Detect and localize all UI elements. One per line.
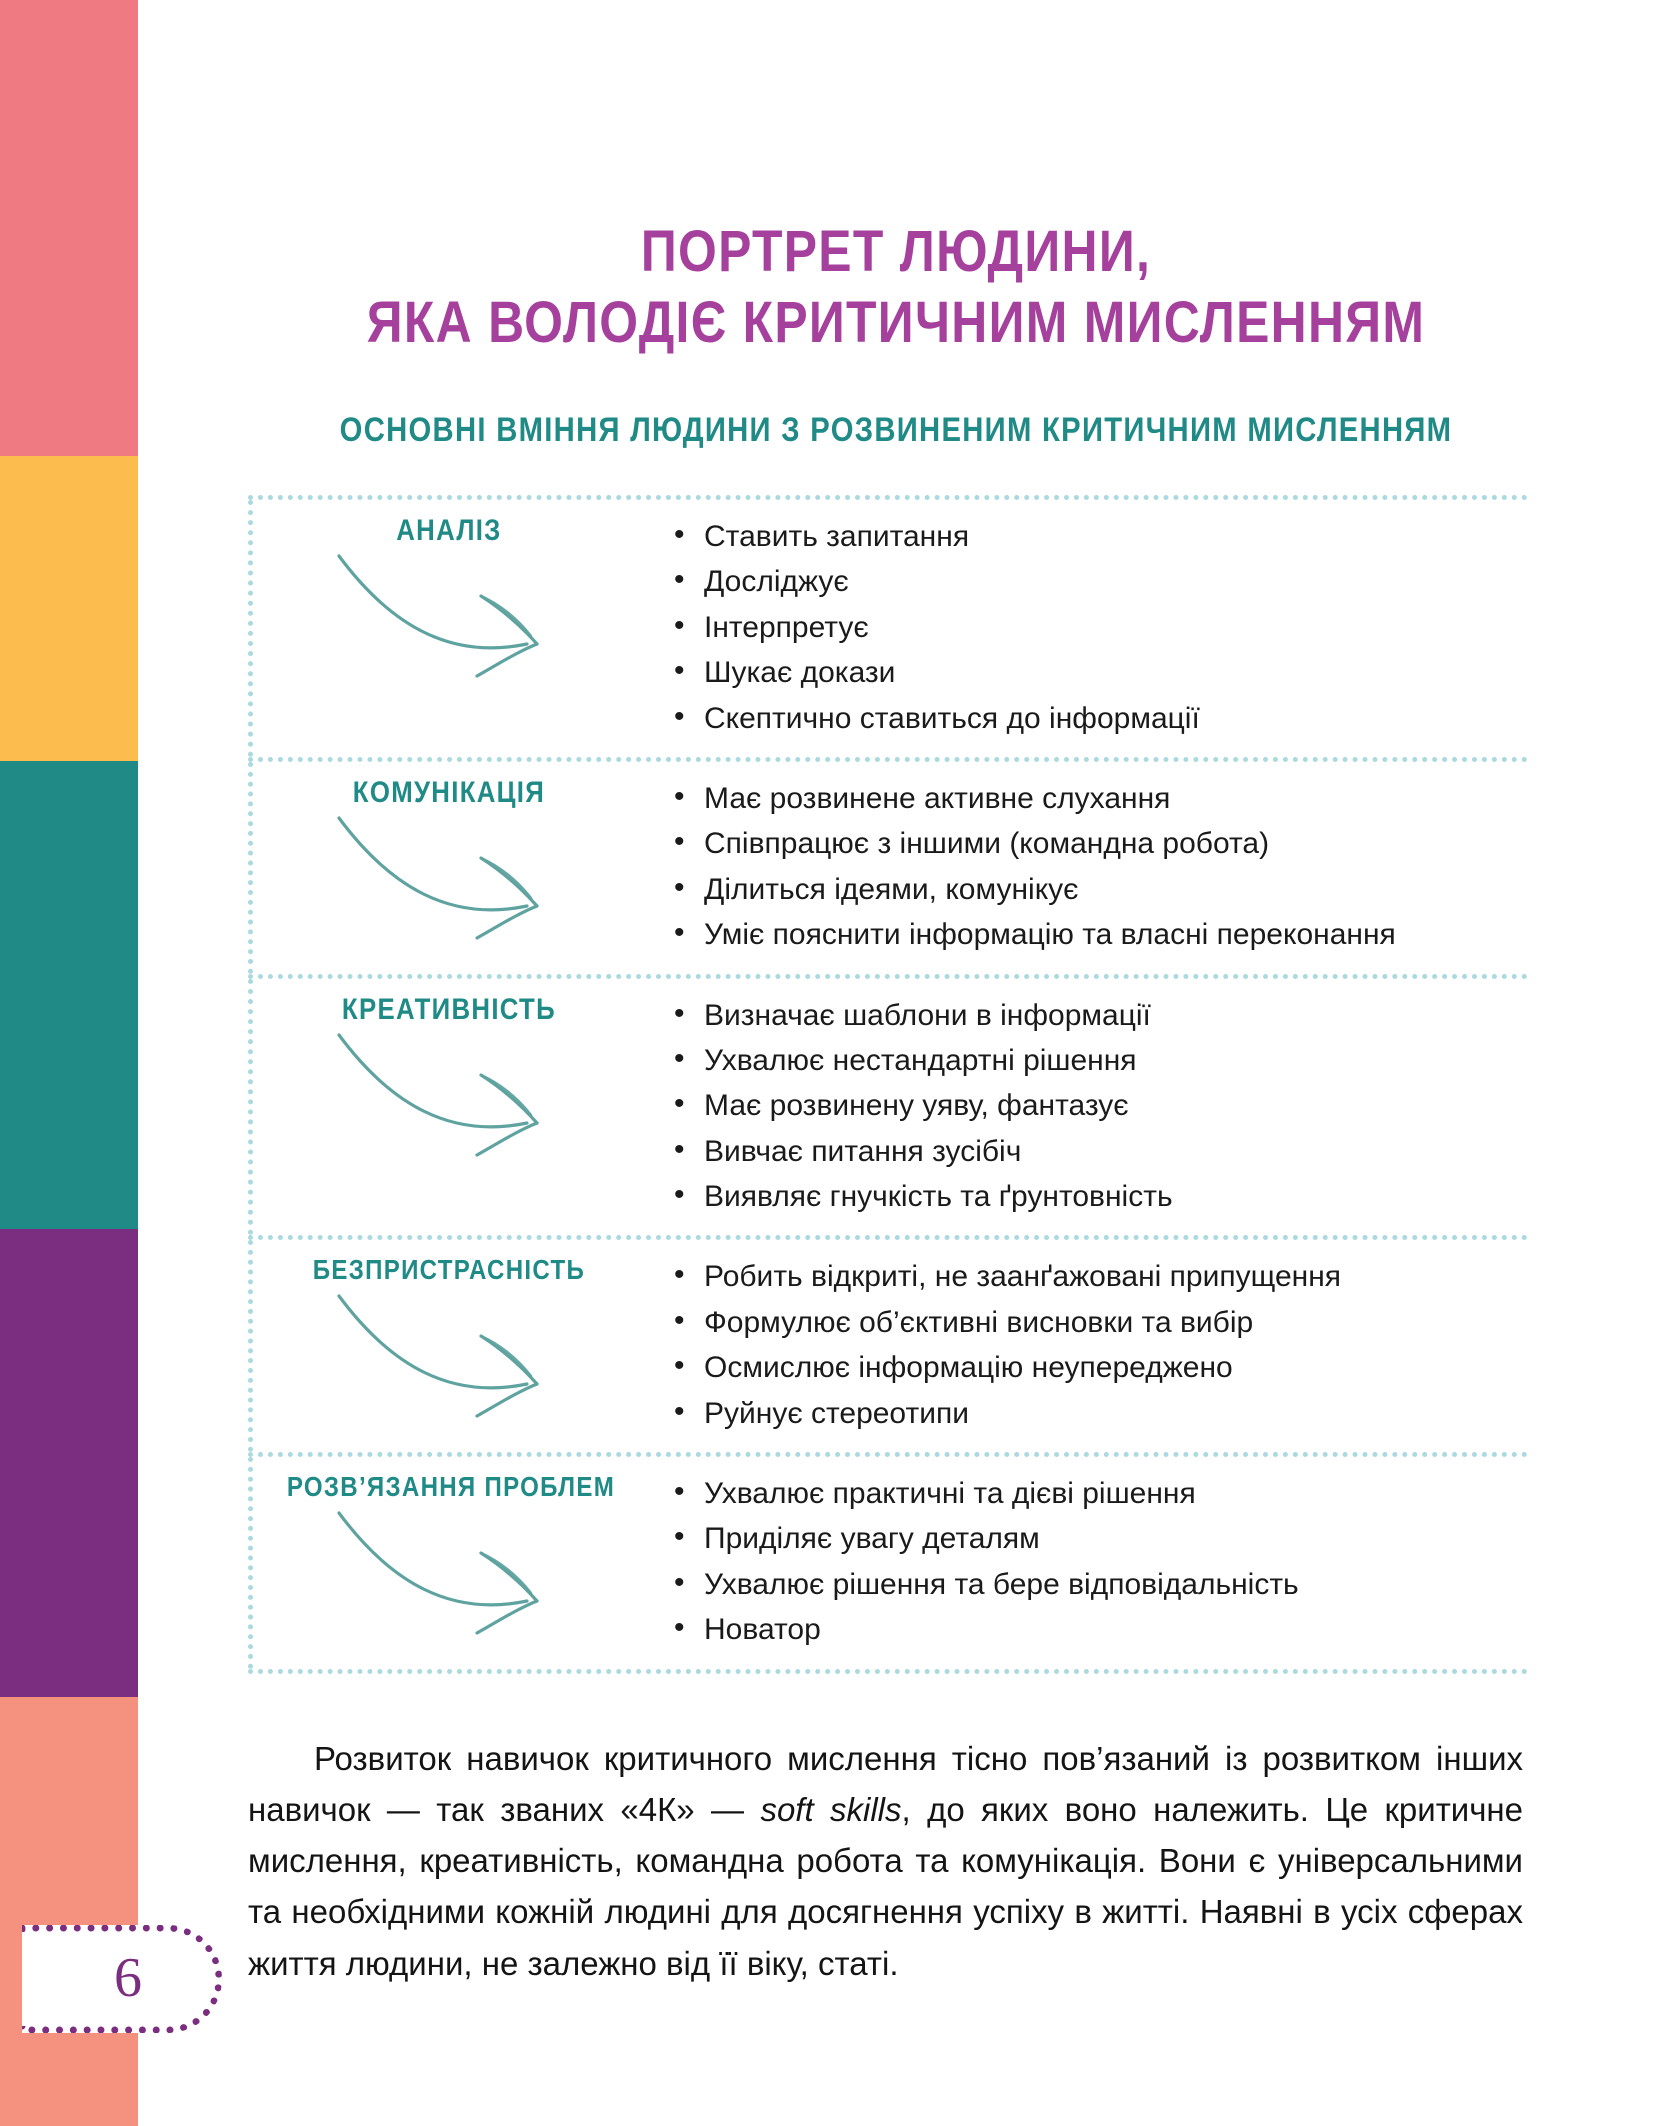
skill-item: • Інтерпретує <box>674 607 1504 648</box>
page-title <box>244 217 1548 359</box>
curved-arrow-icon <box>331 1027 631 1157</box>
page-number: 6 <box>114 1947 142 2009</box>
color-band-salmon <box>0 1697 138 2126</box>
decorative-color-bar <box>0 0 138 2126</box>
skill-row <box>248 1457 1528 1669</box>
skill-label-cell <box>248 500 638 757</box>
skill-item: • Приділяє увагу деталям <box>674 1518 1504 1559</box>
skill-item: • Визначає шаблони в інформації <box>674 995 1504 1036</box>
skill-item: • Ділиться ідеями, комунікує <box>674 869 1504 910</box>
skill-item: • Вивчає питання зусібіч <box>674 1131 1504 1172</box>
color-band-coral <box>0 0 138 456</box>
skills-table <box>248 495 1528 1674</box>
skill-item-list <box>646 995 1504 1218</box>
skill-row <box>248 1240 1528 1457</box>
skill-item-list <box>646 778 1504 956</box>
skill-items-cell <box>638 979 1528 1236</box>
page-title-line-2: ЯКА ВОЛОДІЄ КРИТИЧНИМ МИСЛЕННЯМ <box>366 289 1426 355</box>
skill-name: РОЗВ’ЯЗАННЯ ПРОБЛЕМ <box>286 1471 616 1503</box>
skill-item: • Ставить запитання <box>674 516 1504 557</box>
skill-item-list <box>646 1473 1504 1651</box>
skill-name: КРЕАТИВНІСТЬ <box>341 992 556 1026</box>
paragraph-part-1: Розвиток навичок критичного мислення тісно пов’язаний із розвитком інших навичок — так званих «4К» — <box>248 1740 1523 1829</box>
skill-items-cell <box>638 1240 1528 1452</box>
skill-row <box>248 762 1528 979</box>
skill-label-cell <box>248 1240 638 1452</box>
paragraph-italic-term: soft skills <box>760 1791 902 1829</box>
section-subtitle: ОСНОВНІ ВМІННЯ ЛЮДИНИ З РОЗВИНЕНИМ КРИТИЧНИМ МИСЛЕННЯМ <box>339 411 1453 449</box>
skill-item: • Руйнує стереотипи <box>674 1393 1504 1434</box>
skill-item: • Має розвинену уяву, фантазує <box>674 1085 1504 1126</box>
color-band-amber <box>0 456 138 761</box>
skill-label-cell <box>248 762 638 974</box>
skill-items-cell <box>638 1457 1528 1669</box>
skill-name: АНАЛІЗ <box>396 514 502 547</box>
skill-item: • Формулює об’єктивні висновки та вибір <box>674 1302 1504 1343</box>
skill-item: • Скептично ставиться до інформації <box>674 698 1504 739</box>
curved-arrow-icon <box>331 548 631 678</box>
skill-row <box>248 979 1528 1241</box>
skill-item: • Ухвалює практичні та дієві рішення <box>674 1473 1504 1514</box>
body-paragraph <box>248 1733 1523 1989</box>
skill-items-cell <box>638 762 1528 974</box>
skill-item: • Ухвалює нестандартні рішення <box>674 1040 1504 1081</box>
skill-name: КОМУНІКАЦІЯ <box>352 775 546 809</box>
skill-item: • Має розвинене активне слухання <box>674 778 1504 819</box>
paragraph-part-2: , до яких воно належить. Це критичне мислення, креативність, командна робота та комунікація. Вони є універсальними та необхідними кожній людині для досягнення успіху в житті. Наявні в усіх сферах життя людини, не залежно від її віку, статі. <box>248 1791 1524 1982</box>
color-band-purple <box>0 1229 138 1697</box>
skill-item: • Ухвалює рішення та бере відповідальність <box>674 1564 1504 1605</box>
page-title-line-1: ПОРТРЕТ ЛЮДИНИ, <box>640 218 1152 284</box>
skill-name: БЕЗПРИСТРАСНІСТЬ <box>312 1254 586 1286</box>
skill-item: • Осмислює інформацію неупереджено <box>674 1347 1504 1388</box>
skill-item: • Робить відкриті, не заанґажовані припущення <box>674 1256 1504 1297</box>
skill-item: • Шукає докази <box>674 652 1504 693</box>
curved-arrow-icon <box>331 810 631 940</box>
page-content <box>138 0 1654 2126</box>
skill-item: • Виявляє гнучкість та ґрунтовність <box>674 1176 1504 1217</box>
color-band-teal <box>0 761 138 1229</box>
skill-item: • Співпрацює з іншими (командна робота) <box>674 823 1504 864</box>
skill-label-cell <box>248 979 638 1236</box>
skill-row <box>248 500 1528 762</box>
skill-label-cell <box>248 1457 638 1669</box>
skill-item: • Досліджує <box>674 561 1504 602</box>
skill-items-cell <box>638 500 1528 757</box>
skill-item-list <box>646 516 1504 739</box>
skill-item: • Уміє пояснити інформацію та власні переконання <box>674 914 1504 955</box>
curved-arrow-icon <box>331 1288 631 1418</box>
skill-item-list <box>646 1256 1504 1434</box>
curved-arrow-icon <box>331 1505 631 1635</box>
skill-item: • Новатор <box>674 1609 1504 1650</box>
